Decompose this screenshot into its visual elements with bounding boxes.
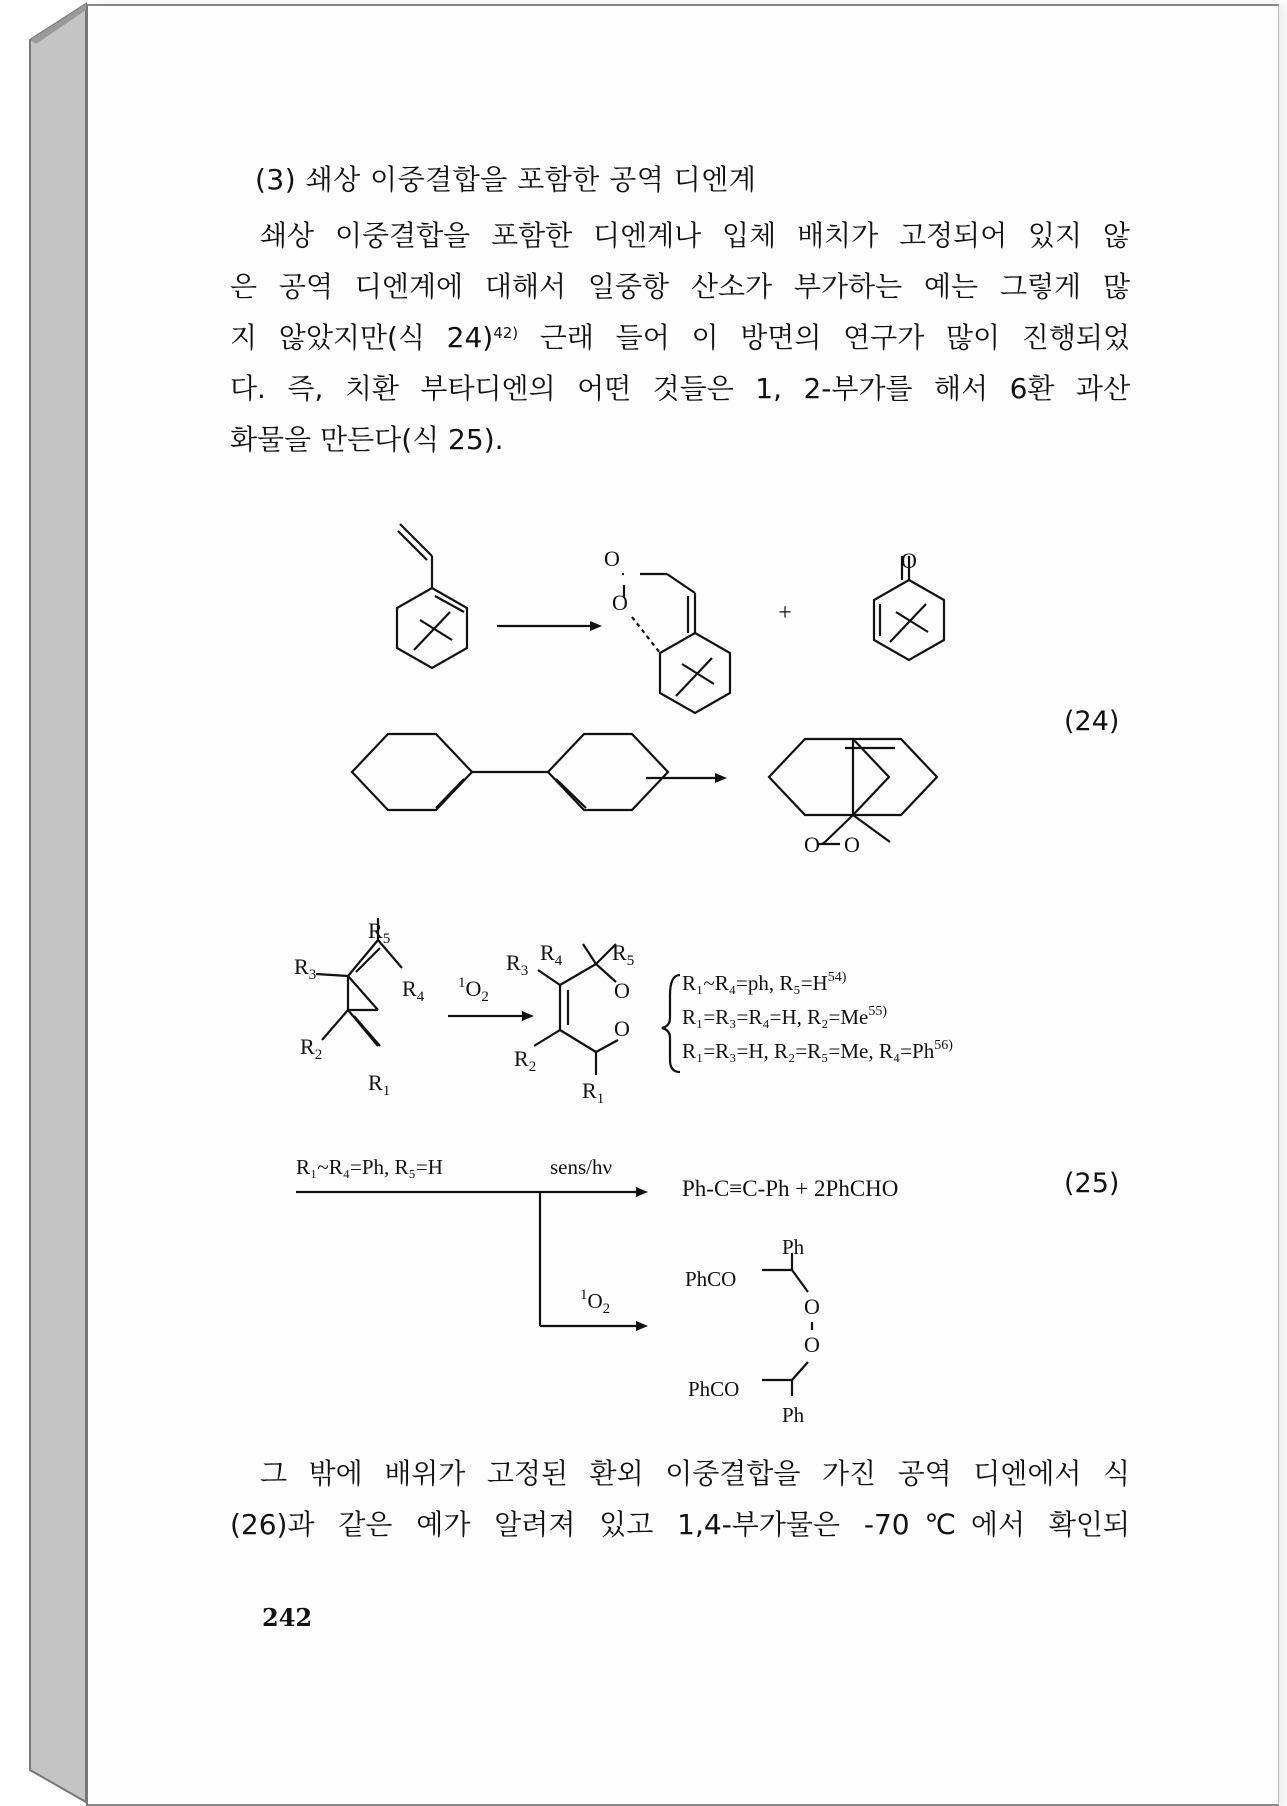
- atom-label: O: [804, 1332, 820, 1357]
- r1-label: $R_1$: [582, 1078, 605, 1107]
- r1-label: $R_1$: [368, 1070, 391, 1099]
- condition-line: R₁=R₃=R₄=H, $R_2=Me^{55)}$: [682, 1004, 888, 1029]
- reagent-label: $^1O_2$: [580, 1287, 611, 1317]
- r3-label: $R_3$: [294, 954, 317, 983]
- atom-label: O: [901, 548, 917, 573]
- atom-label: O: [804, 832, 820, 857]
- atom-label: O: [612, 590, 628, 615]
- text-line: 지 않았지만(식 24)$^{42)}$ 근래 들어 이 방면의 연구가 많이 진행되었: [230, 321, 1130, 354]
- reference-marker: 42): [493, 324, 519, 342]
- r4-label: $R_4$: [540, 940, 563, 969]
- page-number: 242: [262, 1603, 313, 1632]
- product-2-ph: Ph: [782, 1403, 805, 1427]
- branch-condition: R₁~R₄=Ph, R₅=H: [296, 1155, 443, 1179]
- product-2-phco: PhCO: [685, 1267, 737, 1291]
- text-line: 은 공역 디엔계에 대해서 일중항 산소가 부가하는 예는 그렇게 많: [230, 270, 1130, 303]
- equation-number: (24): [1064, 706, 1120, 737]
- atom-label: O: [804, 1294, 820, 1319]
- text-line: 화물을 만든다(식 25).: [230, 423, 504, 456]
- r5-label: $R_5$: [368, 918, 391, 947]
- r3-label: $R_3$: [506, 950, 529, 979]
- paragraph-continued: [230, 1448, 1130, 1550]
- atom-label: O: [614, 978, 630, 1003]
- atom-label: O: [604, 546, 620, 571]
- product-1: Ph-C≡C-Ph + 2PhCHO: [682, 1176, 899, 1201]
- r4-label: $R_4$: [402, 976, 425, 1005]
- r2-label: $R_2$: [514, 1046, 537, 1075]
- atom-label: O: [844, 832, 860, 857]
- text-line: 그 밖에 배위가 고정된 환외 이중결합을 가진 공역 디엔에서 식: [260, 1457, 1130, 1490]
- text-line: (26)과 같은 예가 알려져 있고 1,4-부가물은 -70℃에서 확인되: [230, 1508, 1130, 1541]
- branch-condition: sens/hν: [550, 1155, 612, 1179]
- reagent-label: $^1O_2$: [458, 975, 489, 1005]
- text-line: 쇄상 이중결합을 포함한 디엔계나 입체 배치가 고정되어 있지 않: [260, 219, 1130, 252]
- paragraph-intro: [230, 210, 1130, 465]
- text-line: 다. 즉, 치환 부타디엔의 어떤 것들은 1, 2-부가를 해서 6환 과산: [230, 372, 1130, 405]
- product-2-ph: Ph: [782, 1235, 805, 1259]
- condition-line: R₁~R₄=ph, $R_5=H^{54)}$: [682, 970, 847, 995]
- plus-sign: +: [778, 600, 792, 626]
- equation-number: (25): [1064, 1168, 1120, 1199]
- r5-label: $R_5$: [612, 940, 635, 969]
- product-2-phco: PhCO: [688, 1377, 740, 1401]
- section-heading: (3) 쇄상 이중결합을 포함한 공역 디엔계: [255, 163, 757, 196]
- atom-label: O: [614, 1016, 630, 1041]
- condition-line: R₁=R₃=H, R₂=R₅=Me, $R_4=Ph^{56)}$: [682, 1038, 953, 1063]
- r2-label: $R_2$: [300, 1034, 323, 1063]
- book-spine: [0, 0, 90, 1806]
